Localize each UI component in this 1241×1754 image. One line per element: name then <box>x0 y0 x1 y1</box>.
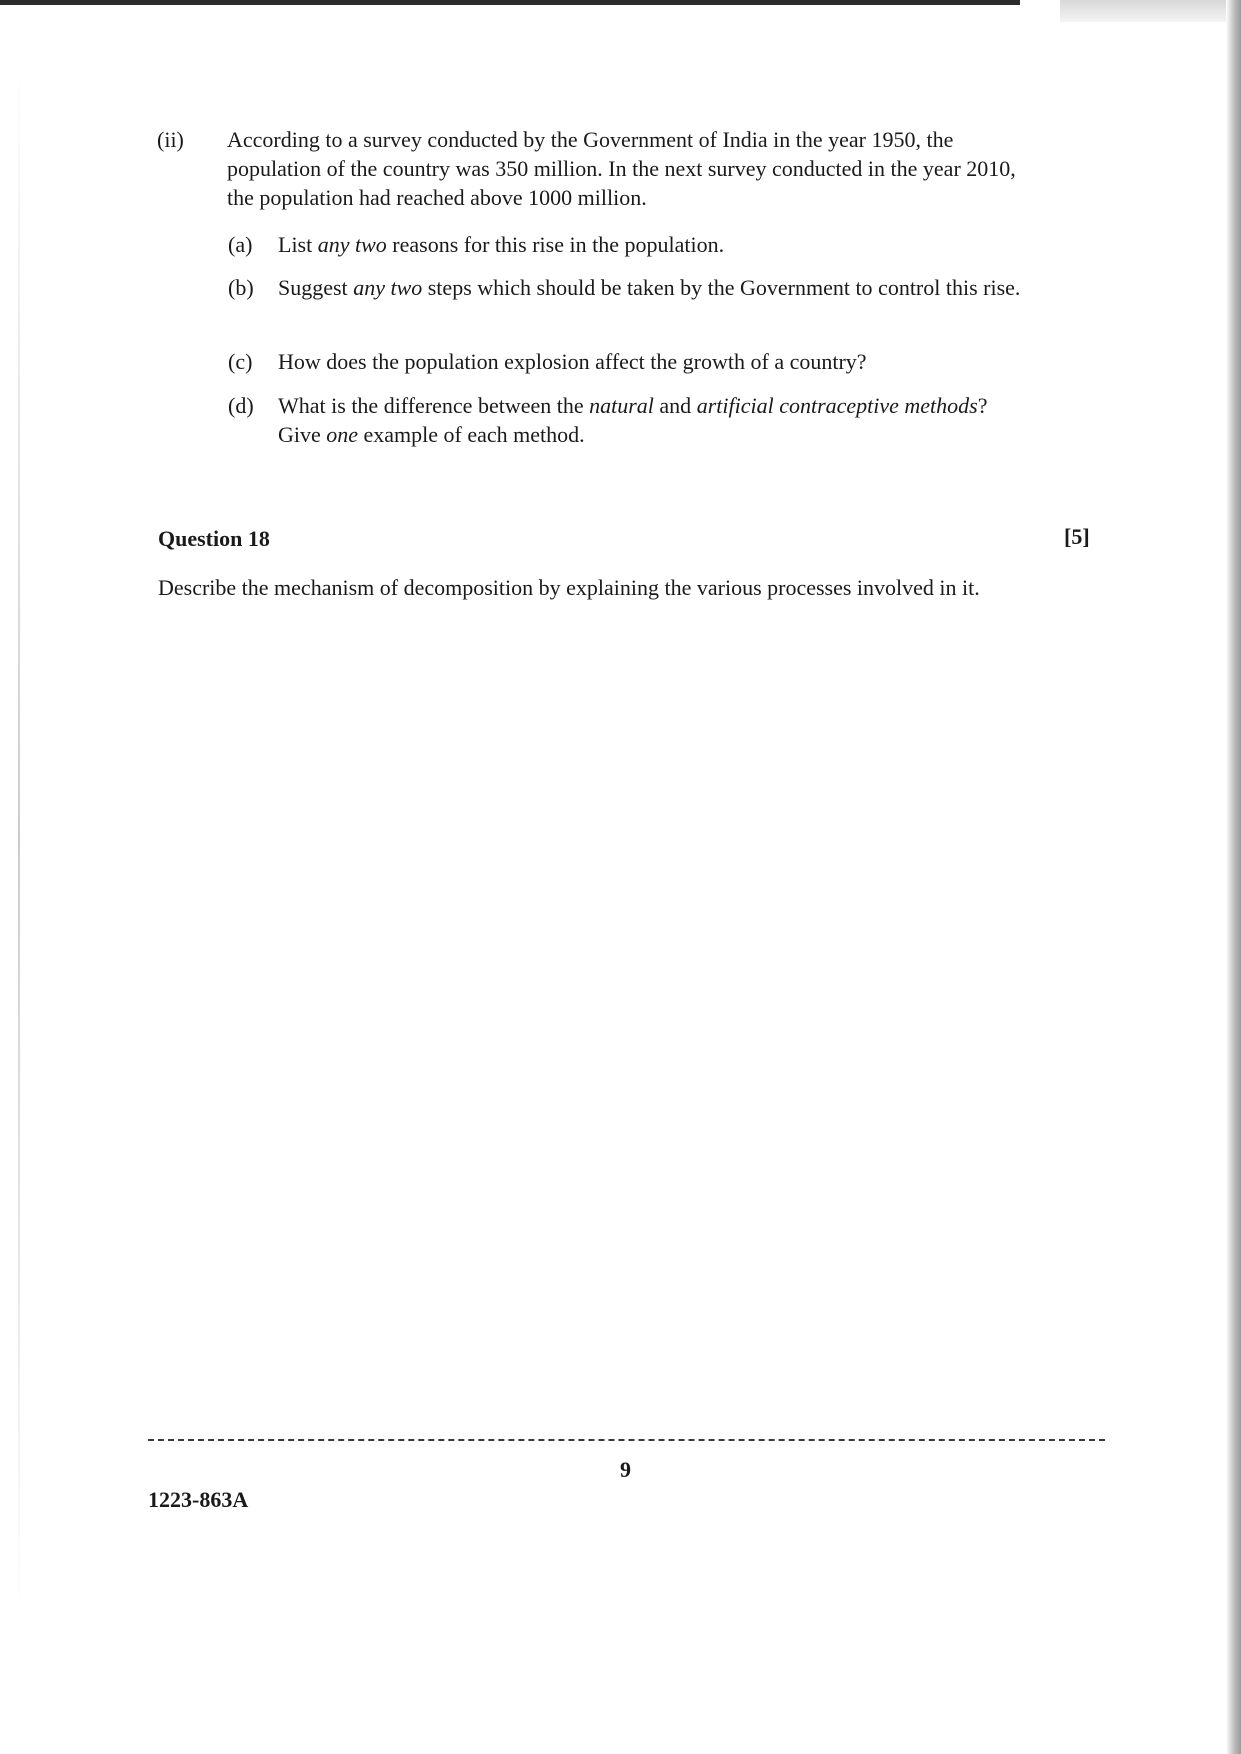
question-title: Question 18 <box>158 526 270 551</box>
part-label: (ii) <box>157 127 184 152</box>
item-a-text: List any two reasons for this rise in the population. <box>278 232 725 257</box>
item-b-label: (b) <box>228 275 254 300</box>
paper-code: 1223-863A <box>148 1487 249 1512</box>
page-number: 9 <box>620 1457 631 1482</box>
item-c-label: (c) <box>228 349 253 374</box>
item-d-label: (d) <box>228 393 254 418</box>
scan-top-edge <box>0 0 1020 5</box>
part-intro: According to a survey conducted by the Government of India in the year 1950, the population of the country was 350 million. In the next survey conducted in the year 2010, the population had reached above 1000 million. <box>227 127 1016 210</box>
item-b-text: Suggest any two steps which should be taken by the Government to control this rise. <box>278 275 1021 300</box>
scan-right-edge <box>1226 0 1241 1754</box>
item-a-label: (a) <box>228 232 253 257</box>
question-marks: [5] <box>1064 524 1090 549</box>
item-d-text: What is the difference between the natural and artificial contraceptive methods? Give one example of each method. <box>278 393 988 447</box>
footer-divider <box>148 1439 1105 1441</box>
question-body: Describe the mechanism of decomposition by explaining the various processes involved in it. <box>158 575 980 600</box>
scan-left-edge <box>18 60 20 1620</box>
item-c-text: How does the population explosion affect the growth of a country? <box>278 349 867 374</box>
scan-corner-shadow <box>1060 0 1241 22</box>
